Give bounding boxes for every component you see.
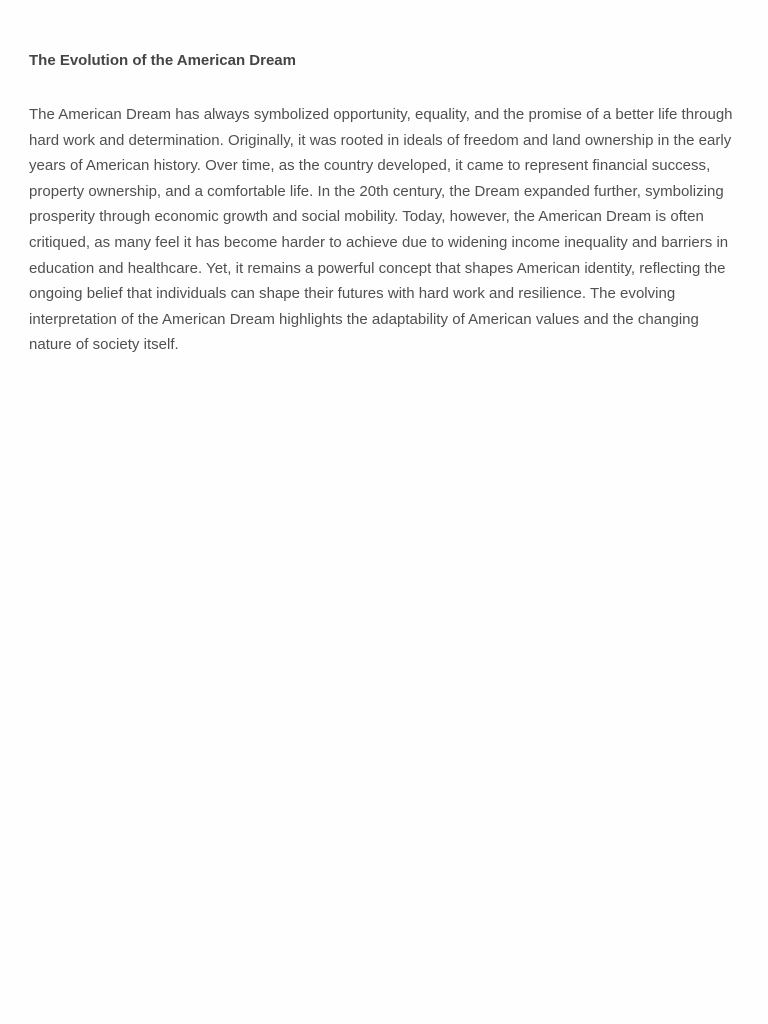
document-paragraph: The American Dream has always symbolized opportunity, equality, and the promise of a better life through hard work and determination. Originally, it was rooted in ideals of freedom and land ownership in the early years of American history. Over time, as the country developed, it came to represent financial success, property ownership, and a comfortable life. In the 20th century, the Dream expanded further, symbolizing prosperity through economic growth and social mobility. Today, however, the American Dream is often critiqued, as many feel it has become harder to achieve due to widening income inequality and barriers in education and healthcare. Yet, it remains a powerful concept that shapes American identity, reflecting the ongoing belief that individuals can shape their futures with hard work and resilience. The evolving interpretation of the American Dream highlights the adaptability of American values and the changing nature of society itself.: [29, 106, 733, 354]
document-title: The Evolution of the American Dream: [29, 52, 296, 69]
